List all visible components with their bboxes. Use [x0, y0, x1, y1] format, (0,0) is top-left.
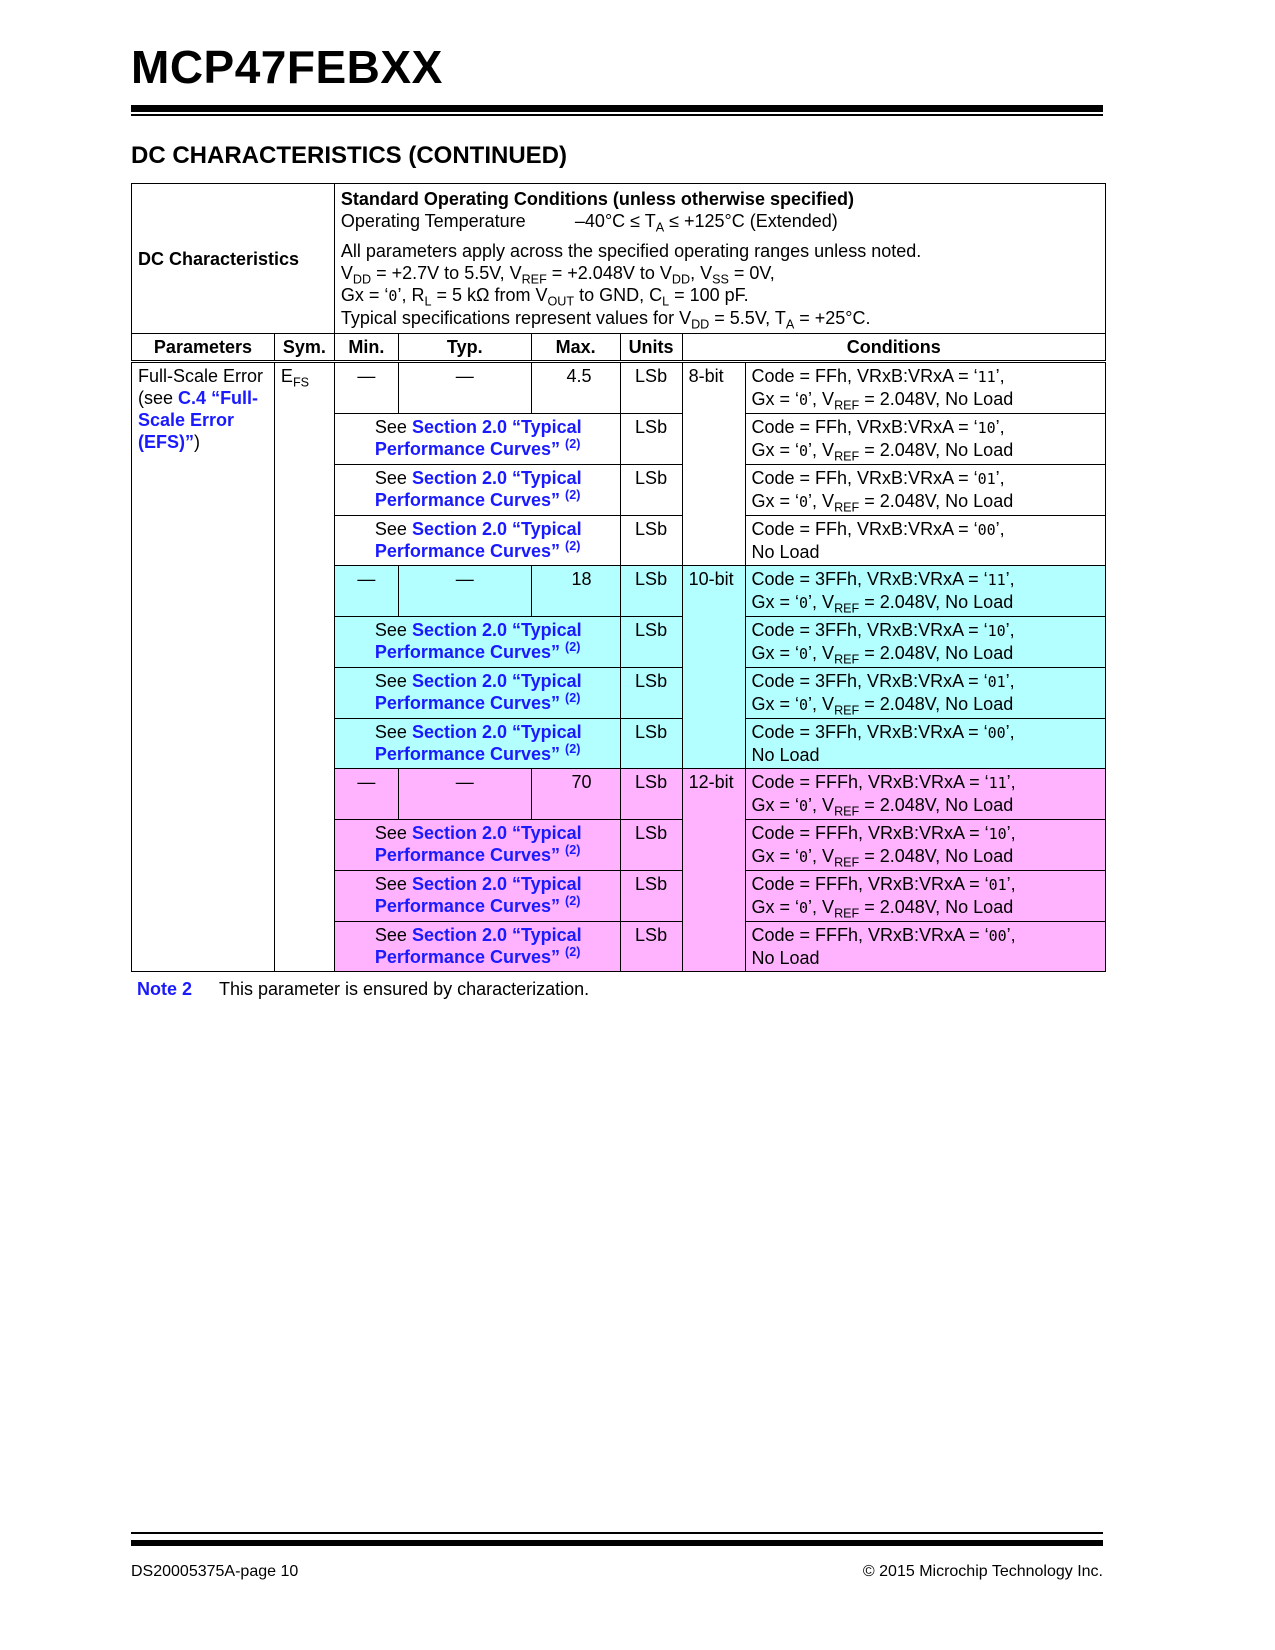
see-prefix: See	[374, 519, 412, 539]
text-part: = 5.5V, T	[709, 308, 786, 328]
vref-subscript: REF	[834, 703, 860, 718]
see-typical-curves	[334, 465, 620, 516]
condition-code-line	[752, 467, 1100, 490]
note-2-ref[interactable]: (2)	[565, 640, 581, 654]
units-cell: LSb	[620, 465, 682, 516]
col-parameters: Parameters	[132, 334, 275, 362]
vref-subscript: REF	[834, 906, 860, 921]
text-part: to GND, C	[574, 285, 663, 305]
text-part: ’, R	[397, 285, 425, 305]
gx-text: = 2.048V, No Load	[859, 440, 1014, 460]
units-cell: LSb	[620, 617, 682, 668]
text-part: = +2.048V to V	[546, 263, 672, 283]
code-close: ’,	[1006, 823, 1016, 843]
gx-text: ’, V	[808, 846, 835, 866]
min-cell: —	[334, 769, 398, 820]
condition-gx-line: No Load	[751, 948, 820, 968]
gx-text: ’, V	[808, 643, 835, 663]
note-label[interactable]: Note 2	[137, 979, 193, 999]
code-text: Code = FFFh, VRxB:VRxA = ‘	[751, 925, 989, 945]
gx-text: Gx = ‘	[751, 389, 800, 409]
note-2-ref[interactable]: (2)	[565, 894, 581, 908]
see-prefix: See	[374, 671, 412, 691]
gx-text: Gx = ‘	[751, 846, 800, 866]
condition-gx-line	[752, 693, 1100, 716]
footer-copyright: © 2015 Microchip Technology Inc.	[862, 1563, 1103, 1580]
conditions-line-2	[340, 262, 1099, 287]
condition-gx-line	[752, 794, 1100, 817]
code-close: ’,	[995, 519, 1005, 539]
condition-code-line	[752, 822, 1100, 845]
vr-value: 01	[977, 470, 996, 488]
appendix-c4-link[interactable]: C.4	[178, 388, 207, 408]
vref-subscript: REF	[834, 500, 860, 515]
condition-code-line	[752, 721, 1100, 744]
vref-subscript: REF	[834, 804, 860, 819]
section-2-link[interactable]: Section 2.0 “Typical Performance Curves”	[374, 671, 582, 713]
full-scale-error-link[interactable]: “Full-Scale Error (EFS)”	[138, 388, 259, 452]
condition-cell	[745, 516, 1106, 566]
see-typical-curves	[334, 922, 620, 972]
code-close: ’,	[1006, 772, 1016, 792]
col-min: Min.	[334, 334, 398, 362]
dc-characteristics-table	[131, 183, 1106, 972]
subscript: 0	[388, 287, 398, 305]
note-2-ref[interactable]: (2)	[565, 945, 581, 959]
note-2-ref[interactable]: (2)	[565, 488, 581, 502]
gx-zero: 0	[799, 797, 809, 815]
condition-cell	[745, 414, 1106, 465]
units-cell: LSb	[620, 566, 682, 617]
code-text: Code = 3FFh, VRxB:VRxA = ‘	[751, 722, 988, 742]
code-text: Code = FFFh, VRxB:VRxA = ‘	[751, 772, 989, 792]
section-2-link[interactable]: Section 2.0 “Typical Performance Curves”	[374, 468, 582, 510]
condition-gx-line	[752, 896, 1100, 919]
see-prefix: See	[374, 925, 412, 945]
text-part: = 5 kΩ from V	[431, 285, 548, 305]
gx-text: ’, V	[808, 491, 835, 511]
condition-cell	[745, 871, 1106, 922]
section-2-link[interactable]: Section 2.0 “Typical Performance Curves”	[374, 874, 582, 916]
see-typical-curves	[334, 516, 620, 566]
gx-text: Gx = ‘	[751, 643, 800, 663]
condition-code-line	[752, 619, 1100, 642]
code-text: Code = FFh, VRxB:VRxA = ‘	[751, 417, 978, 437]
vr-value: 10	[977, 419, 996, 437]
units-cell: LSb	[620, 922, 682, 972]
note-2-ref[interactable]: (2)	[565, 742, 581, 756]
conditions-title: Standard Operating Conditions (unless otherwise specified)	[340, 189, 854, 209]
resolution-cell: 12-bit	[682, 769, 745, 972]
condition-code-line	[752, 568, 1100, 591]
see-prefix: See	[374, 722, 412, 742]
vref-subscript: REF	[834, 601, 860, 616]
vr-value: 01	[988, 876, 1007, 894]
code-close: ’,	[1005, 569, 1015, 589]
condition-cell	[745, 922, 1106, 972]
condition-gx-line	[752, 388, 1100, 411]
gx-text: = 2.048V, No Load	[859, 694, 1014, 714]
conditions-line-4	[340, 307, 1099, 332]
condition-cell	[745, 668, 1106, 719]
text-part: = +2.7V to 5.5V, V	[371, 263, 522, 283]
code-close: ’,	[1006, 925, 1016, 945]
gx-zero: 0	[799, 899, 809, 917]
code-close: ’,	[1006, 874, 1016, 894]
subscript: SS	[712, 272, 729, 287]
gx-zero: 0	[799, 442, 809, 460]
min-cell: —	[334, 566, 398, 617]
section-2-link[interactable]: Section 2.0 “Typical Performance Curves”	[374, 722, 582, 764]
note-2-ref[interactable]: (2)	[565, 691, 581, 705]
typ-cell: —	[398, 769, 531, 820]
column-header-row	[132, 334, 1106, 362]
units-cell: LSb	[620, 719, 682, 769]
gx-zero: 0	[799, 493, 809, 511]
document-title: MCP47FEBXX	[131, 41, 443, 93]
vr-value: 11	[988, 774, 1007, 792]
vr-value: 00	[988, 927, 1007, 945]
vr-value: 00	[987, 724, 1006, 742]
text-part: = +25°C.	[794, 308, 871, 328]
code-text: Code = FFh, VRxB:VRxA = ‘	[751, 519, 978, 539]
gx-text: Gx = ‘	[751, 592, 800, 612]
section-title: DC CHARACTERISTICS (CONTINUED)	[131, 142, 567, 169]
see-prefix: See	[374, 823, 412, 843]
text-part: = 100 pF.	[669, 285, 749, 305]
col-conditions: Conditions	[682, 334, 1105, 362]
subscript: A	[785, 317, 795, 332]
table-row	[132, 362, 1106, 414]
subscript: REF	[521, 272, 547, 287]
vref-subscript: REF	[834, 652, 860, 667]
units-cell: LSb	[620, 769, 682, 820]
symbol-sub: FS	[292, 375, 310, 390]
conditions-line-3	[341, 284, 1099, 307]
condition-code-line	[752, 771, 1100, 794]
vr-value: 10	[987, 622, 1006, 640]
gx-zero: 0	[799, 848, 809, 866]
gx-text: = 2.048V, No Load	[859, 592, 1014, 612]
gx-zero: 0	[799, 696, 809, 714]
gx-text: Gx = ‘	[751, 694, 800, 714]
gx-text: ’, V	[808, 389, 835, 409]
see-text: (see	[138, 388, 179, 408]
code-text: Code = FFh, VRxB:VRxA = ‘	[751, 366, 978, 386]
gx-zero: 0	[799, 594, 809, 612]
code-close: ’,	[1005, 722, 1015, 742]
symbol-base: E	[280, 366, 293, 386]
code-close: ’,	[995, 417, 1005, 437]
condition-code-line	[752, 924, 1100, 947]
footer-rule-thick	[131, 1540, 1103, 1546]
note-2-ref[interactable]: (2)	[565, 843, 581, 857]
see-typical-curves	[334, 719, 620, 769]
code-text: Code = FFh, VRxB:VRxA = ‘	[751, 468, 978, 488]
gx-text: ’, V	[808, 897, 835, 917]
vref-subscript: REF	[834, 398, 860, 413]
close-paren: )	[194, 432, 200, 452]
col-units: Units	[620, 334, 682, 362]
section-2-link[interactable]: Section 2.0 “Typical Performance Curves”	[374, 620, 582, 662]
condition-cell	[745, 820, 1106, 871]
conditions-header-row	[132, 184, 1106, 334]
section-2-link[interactable]: Section 2.0 “Typical Performance Curves”	[374, 519, 582, 561]
subscript: L	[662, 294, 670, 309]
col-sym: Sym.	[274, 334, 334, 362]
code-text: Code = FFFh, VRxB:VRxA = ‘	[751, 874, 989, 894]
gx-text: ’, V	[808, 694, 835, 714]
resolution-cell: 10-bit	[682, 566, 745, 769]
col-max: Max.	[531, 334, 620, 362]
see-prefix: See	[374, 417, 412, 437]
max-cell: 4.5	[531, 362, 620, 414]
vr-value: 10	[988, 825, 1007, 843]
text-part: , V	[690, 263, 713, 283]
condition-cell	[745, 362, 1106, 414]
note-2-ref[interactable]: (2)	[565, 539, 581, 553]
min-cell: —	[334, 362, 398, 414]
operating-temperature-value: –40°C ≤ T	[574, 211, 656, 231]
gx-text: = 2.048V, No Load	[859, 897, 1014, 917]
max-cell: 70	[531, 769, 620, 820]
condition-gx-line: No Load	[751, 745, 820, 765]
units-cell: LSb	[620, 414, 682, 465]
section-2-link[interactable]: Section 2.0 “Typical Performance Curves”	[374, 925, 582, 967]
code-text: Code = 3FFh, VRxB:VRxA = ‘	[751, 620, 988, 640]
gx-text: ’, V	[808, 592, 835, 612]
operating-temperature-label: Operating Temperature	[340, 211, 526, 231]
gx-text: = 2.048V, No Load	[859, 643, 1014, 663]
see-typical-curves	[334, 871, 620, 922]
gx-text: Gx = ‘	[751, 897, 800, 917]
parameter-cell	[132, 362, 275, 972]
condition-code-line	[752, 873, 1100, 896]
see-typical-curves	[334, 414, 620, 465]
code-text: Code = 3FFh, VRxB:VRxA = ‘	[751, 569, 988, 589]
operating-temperature-tail: ≤ +125°C (Extended)	[664, 211, 838, 231]
vr-value: 01	[987, 673, 1006, 691]
text-part: V	[340, 263, 353, 283]
units-cell: LSb	[620, 820, 682, 871]
subscript: OUT	[547, 294, 575, 309]
vr-value: 00	[977, 521, 996, 539]
section-2-link[interactable]: Section 2.0 “Typical Performance Curves”	[374, 417, 582, 459]
vr-value: 11	[977, 368, 996, 386]
vref-subscript: REF	[834, 449, 860, 464]
code-close: ’,	[1005, 620, 1015, 640]
see-typical-curves	[334, 820, 620, 871]
code-text: Code = FFFh, VRxB:VRxA = ‘	[751, 823, 989, 843]
header-rule-thick	[131, 105, 1103, 112]
symbol-cell	[274, 362, 334, 972]
code-close: ’,	[995, 366, 1005, 386]
parameter-ref	[138, 387, 268, 453]
subscript: DD	[671, 272, 691, 287]
operating-temperature-line	[340, 210, 1099, 235]
code-text: Code = 3FFh, VRxB:VRxA = ‘	[751, 671, 988, 691]
conditions-line-1: All parameters apply across the specified operating ranges unless noted.	[340, 241, 922, 261]
condition-cell	[745, 465, 1106, 516]
condition-gx-line	[752, 591, 1100, 614]
see-typical-curves	[334, 668, 620, 719]
gx-text: = 2.048V, No Load	[859, 846, 1014, 866]
parameter-name: Full-Scale Error	[138, 366, 264, 386]
condition-cell	[745, 769, 1106, 820]
gx-text: Gx = ‘	[751, 440, 800, 460]
see-prefix: See	[374, 620, 412, 640]
vr-value: 11	[987, 571, 1006, 589]
gx-text: = 2.048V, No Load	[859, 491, 1014, 511]
max-cell: 18	[531, 566, 620, 617]
text-part: Gx = ‘	[340, 285, 389, 305]
gx-zero: 0	[799, 645, 809, 663]
condition-cell	[745, 566, 1106, 617]
section-2-link[interactable]: Section 2.0 “Typical Performance Curves”	[374, 823, 582, 865]
footer-doc-id: DS20005375A-page 10	[131, 1563, 299, 1580]
resolution-cell: 8-bit	[682, 362, 745, 566]
condition-cell	[745, 719, 1106, 769]
text-part: Typical specifications represent values for V	[340, 308, 692, 328]
see-prefix: See	[374, 874, 412, 894]
units-cell: LSb	[620, 871, 682, 922]
temp-subscript: A	[655, 220, 665, 235]
units-cell: LSb	[620, 668, 682, 719]
typ-cell: —	[398, 362, 531, 414]
gx-text: Gx = ‘	[751, 795, 800, 815]
units-cell: LSb	[620, 362, 682, 414]
condition-gx-line: No Load	[751, 542, 820, 562]
code-close: ’,	[995, 468, 1005, 488]
condition-gx-line	[752, 642, 1100, 665]
gx-text: ’, V	[808, 440, 835, 460]
condition-code-line	[752, 365, 1100, 388]
typ-cell: —	[398, 566, 531, 617]
see-prefix: See	[374, 468, 412, 488]
gx-text: Gx = ‘	[751, 491, 800, 511]
gx-text: = 2.048V, No Load	[859, 795, 1014, 815]
standard-operating-conditions	[334, 184, 1105, 334]
condition-cell	[745, 617, 1106, 668]
gx-text: = 2.048V, No Load	[859, 389, 1014, 409]
note-2-ref[interactable]: (2)	[565, 437, 581, 451]
condition-gx-line	[752, 439, 1100, 462]
units-cell: LSb	[620, 516, 682, 566]
header-rule-thin	[131, 114, 1103, 116]
note-text: This parameter is ensured by characterization.	[219, 979, 590, 999]
condition-gx-line	[752, 490, 1100, 513]
dc-characteristics-label: DC Characteristics	[132, 184, 335, 334]
condition-code-line	[752, 416, 1100, 439]
code-close: ’,	[1005, 671, 1015, 691]
condition-code-line	[752, 518, 1100, 541]
col-typ: Typ.	[398, 334, 531, 362]
see-typical-curves	[334, 617, 620, 668]
footer-rule-thin	[131, 1532, 1103, 1534]
gx-zero: 0	[799, 391, 809, 409]
vref-subscript: REF	[834, 855, 860, 870]
condition-gx-line	[752, 845, 1100, 868]
footnote	[137, 979, 589, 1000]
subscript: DD	[352, 272, 372, 287]
subscript: DD	[691, 317, 710, 332]
text-part: = 0V,	[728, 263, 775, 283]
subscript: L	[424, 294, 432, 309]
condition-code-line	[752, 670, 1100, 693]
gx-text: ’, V	[808, 795, 835, 815]
